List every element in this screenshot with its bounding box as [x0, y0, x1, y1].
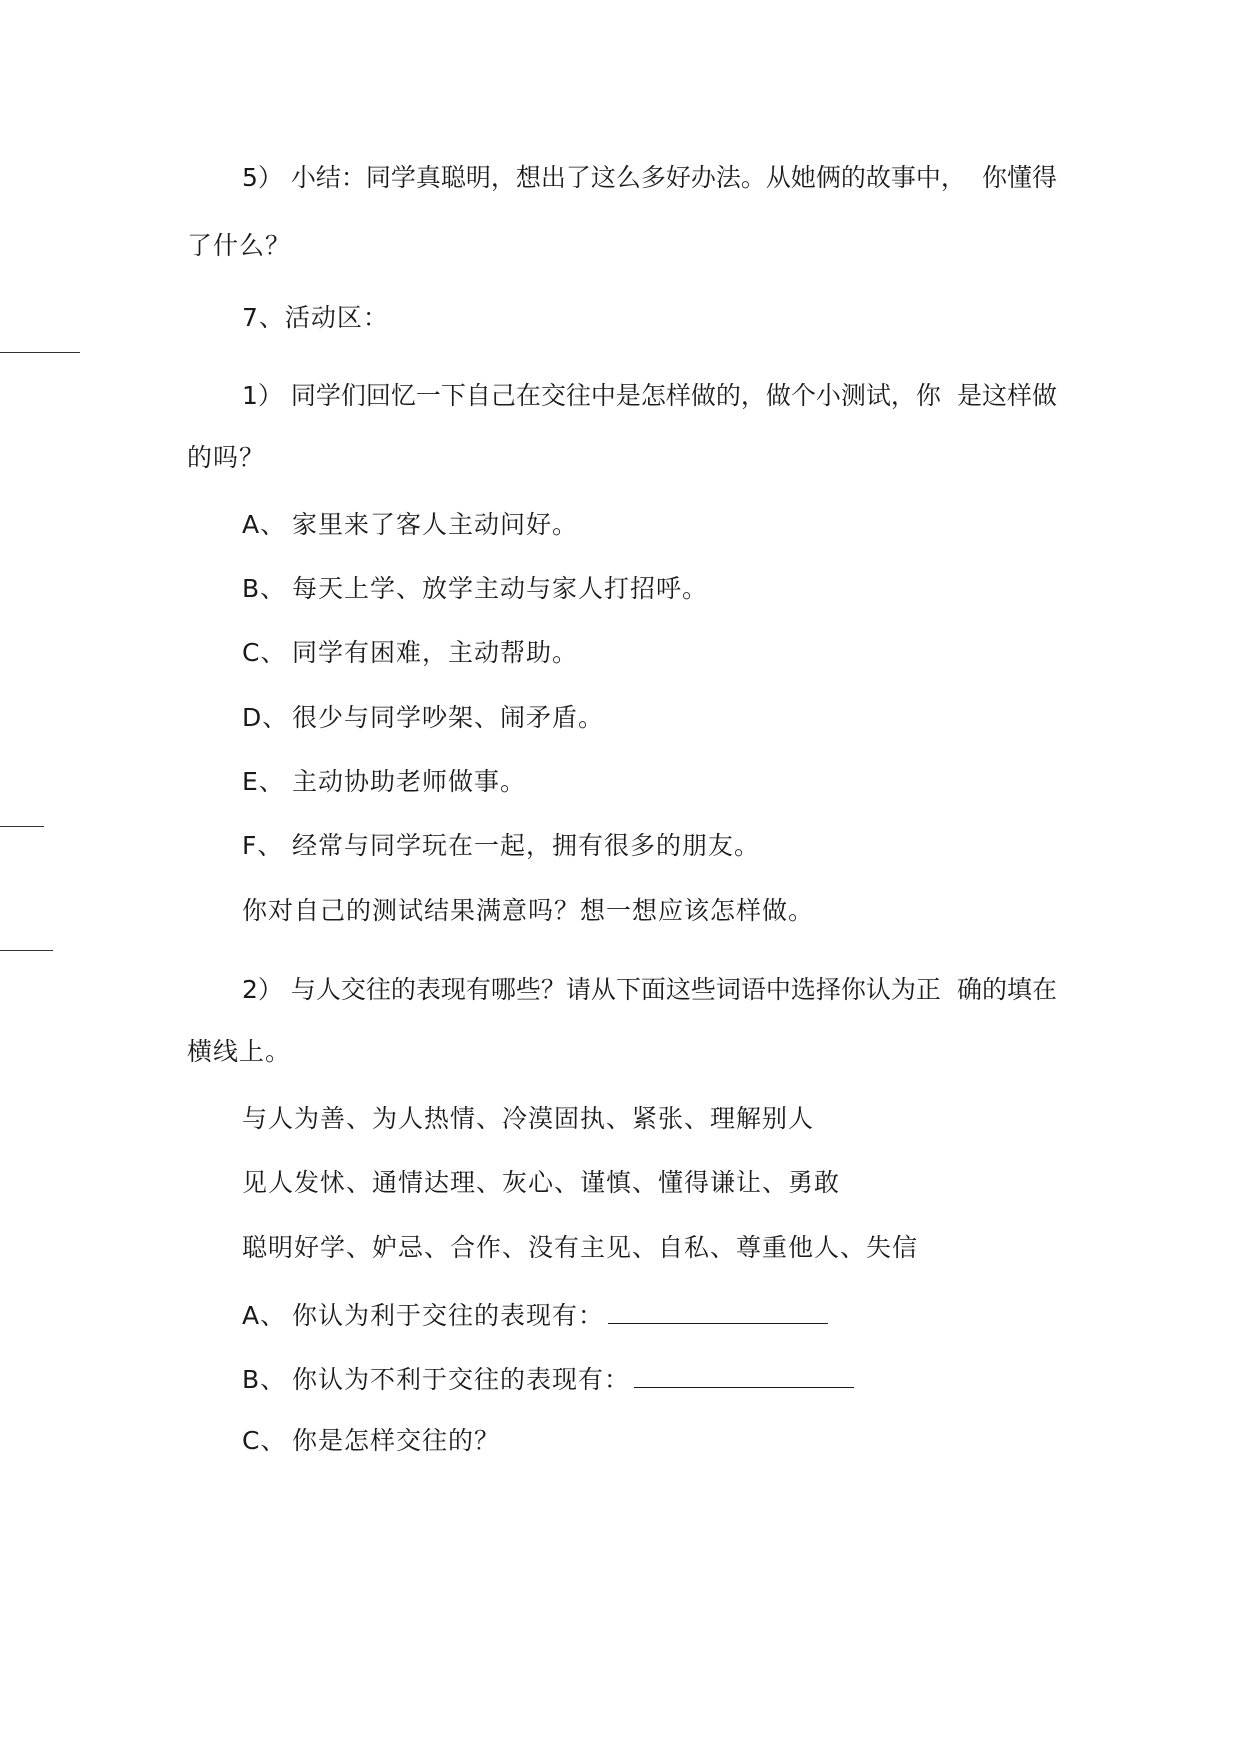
option-a-text: 家里来了客人主动问好。: [292, 510, 579, 539]
summary-line-1-right: 你懂得: [981, 163, 1057, 192]
question-2-line-2: 横线上。: [187, 1037, 292, 1066]
question-1-line-1-left: 1） 同学们回忆一下自己在交往中是怎样做的，做个小测试，你: [242, 381, 941, 410]
word-bank-line-1: 与人为善、为人热情、冷漠固执、紧张、理解别人: [242, 1104, 815, 1133]
summary-paragraph: [187, 162, 1057, 194]
question-1-line-1-right: 是这样做: [956, 381, 1057, 410]
option-b-text: 每天上学、放学主动与家人打招呼。: [292, 574, 709, 603]
option-e-text: 主动协助老师做事。: [292, 767, 527, 796]
option-f-letter: F、: [242, 831, 284, 860]
answer-b-blank-line[interactable]: [634, 1361, 854, 1388]
summary-line-2: 了什么？: [187, 231, 292, 260]
answer-a-blank-line[interactable]: [608, 1297, 828, 1324]
margin-mark-3: [0, 950, 53, 951]
margin-mark-1: [0, 352, 80, 353]
option-c-text: 同学有困难，主动帮助。: [292, 638, 579, 667]
answer-b-text: 你认为不利于交往的表现有：: [292, 1365, 631, 1394]
option-d-letter: D、: [242, 703, 289, 732]
question-1-followup: 你对自己的测试结果满意吗？想一想应该怎样做。: [242, 896, 815, 925]
question-1-line-1: [187, 380, 1057, 412]
option-d-text: 很少与同学吵架、闹矛盾。: [292, 703, 605, 732]
answer-b: [242, 1361, 854, 1396]
answer-c: [242, 1425, 500, 1457]
question-2-line-1-right: 确的填在: [956, 975, 1057, 1004]
option-b-letter: B、: [242, 574, 287, 603]
option-c: [242, 637, 578, 669]
option-b: [242, 573, 708, 605]
option-c-letter: C、: [242, 638, 287, 667]
answer-c-letter: C、: [242, 1426, 287, 1455]
word-bank-line-3: 聪明好学、妒忌、合作、没有主见、自私、尊重他人、失信: [242, 1233, 919, 1262]
answer-b-letter: B、: [242, 1365, 287, 1394]
option-a-letter: A、: [242, 510, 287, 539]
option-a: [242, 509, 578, 541]
option-f-text: 经常与同学玩在一起，拥有很多的朋友。: [292, 831, 761, 860]
answer-c-text: 你是怎样交往的？: [292, 1426, 501, 1455]
answer-a-letter: A、: [242, 1301, 287, 1330]
summary-line-1: [187, 162, 1057, 194]
question-1-line-2: 的吗？: [187, 443, 266, 472]
margin-mark-2: [0, 826, 44, 827]
answer-a-text: 你认为利于交往的表现有：: [292, 1301, 605, 1330]
question-2-line-1-left: 2） 与人交往的表现有哪些？请从下面这些词语中选择你认为正: [242, 975, 941, 1004]
option-f: [242, 830, 760, 862]
summary-line-1-left: 5） 小结：同学真聪明，想出了这么多好办法。从她俩的故事中，: [242, 163, 966, 192]
option-e-letter: E、: [242, 767, 285, 796]
question-1-paragraph: [187, 380, 1057, 412]
question-2-line-1: [187, 974, 1057, 1006]
word-bank-line-2: 见人发怵、通情达理、灰心、谨慎、懂得谦让、勇敢: [242, 1168, 841, 1197]
option-d: [242, 702, 604, 734]
section-heading: 7、活动区：: [242, 303, 389, 332]
answer-a: [242, 1297, 828, 1332]
question-2-paragraph: [187, 974, 1057, 1006]
option-e: [242, 766, 526, 798]
